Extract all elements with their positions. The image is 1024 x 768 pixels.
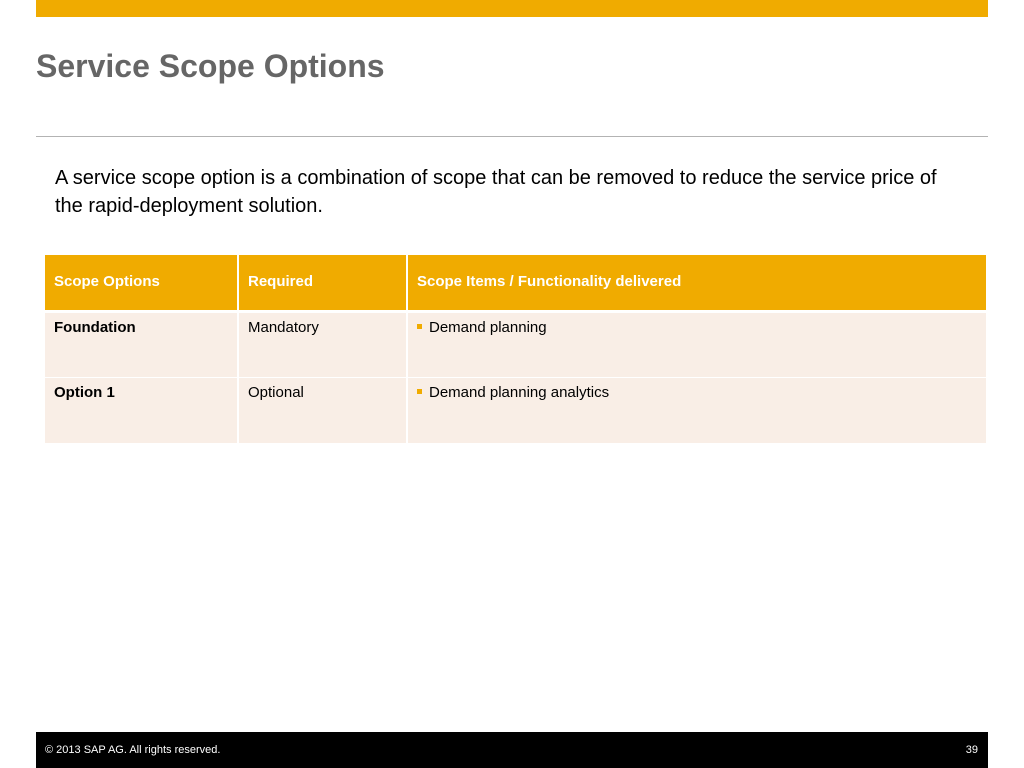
scope-items-cell — [407, 377, 986, 443]
column-header-scope-options: Scope Options — [45, 255, 238, 311]
title-divider — [36, 136, 988, 137]
page-number: 39 — [965, 744, 978, 756]
required-cell: Mandatory — [238, 311, 407, 377]
slide-title: Service Scope Options — [36, 48, 385, 84]
table-row — [45, 377, 986, 443]
table-row — [45, 311, 986, 377]
square-bullet-icon — [417, 389, 422, 394]
scope-item-text: Demand planning analytics — [429, 383, 610, 401]
scope-option-cell: Option 1 — [45, 377, 238, 443]
column-header-scope-items: Scope Items / Functionality delivered — [407, 255, 986, 311]
scope-item-text: Demand planning — [429, 318, 547, 336]
list-item — [417, 384, 977, 402]
scope-options-table — [45, 255, 986, 444]
intro-text: A service scope option is a combination of scope that can be removed to reduce the service price of the rapid-deployment solution. — [55, 167, 937, 217]
scope-option-cell: Foundation — [45, 311, 238, 377]
column-header-required: Required — [238, 255, 407, 311]
required-cell: Optional — [238, 377, 407, 443]
square-bullet-icon — [417, 324, 422, 329]
table-header-row — [45, 255, 986, 311]
scope-items-cell — [407, 311, 986, 377]
top-accent-bar — [36, 0, 988, 17]
list-item — [417, 319, 977, 337]
copyright-text: © 2013 SAP AG. All rights reserved. — [45, 744, 221, 756]
footer-bar — [36, 732, 988, 768]
